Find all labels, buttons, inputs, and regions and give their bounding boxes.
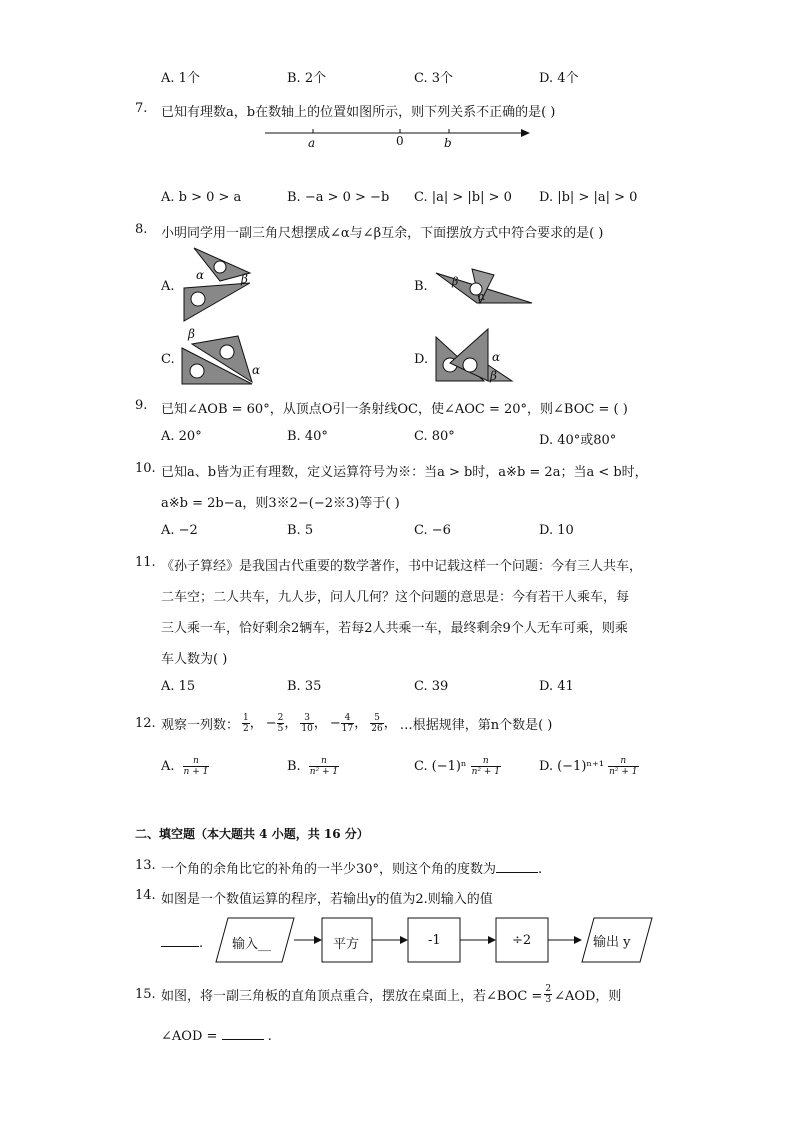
q9-option-b: B. 40° [287, 429, 328, 444]
q12-number: 12. [135, 716, 156, 731]
seq-term-4: − $\frac{4}{17}$ ， [329, 713, 368, 734]
q8-text: 小明同学用一副三角尺想摆成∠α与∠β互余，下面摆放方式中符合要求的是( ) [161, 226, 604, 241]
seq-term-2: − $\frac{2}{5}$ ， [265, 713, 298, 734]
q8-option-a-figure [180, 245, 260, 325]
q12-option-d: D. (−1)ⁿ⁺¹ $\frac{n}{\text{n² + 1}}$ [539, 756, 638, 777]
q12-text-after: …根据规律，第n个数是( ) [399, 717, 553, 733]
q12-text-before: 观察一列数： [161, 717, 240, 733]
q8d-beta: β [490, 369, 497, 383]
q7-option-b: B. −a > 0 > −b [287, 190, 390, 205]
axis-label-b: b [444, 136, 452, 150]
q15-text-after: ∠AOD，则 [554, 989, 622, 1004]
q11-number: 11. [135, 555, 156, 570]
q7-option-a: A. b > 0 > a [161, 190, 242, 205]
q9-option-a: A. 20° [161, 429, 202, 444]
q7-option-c: C. |a| > |b| > 0 [414, 190, 512, 205]
q9-number: 9. [135, 398, 148, 413]
q8-option-b-figure [432, 265, 537, 310]
q15-fraction: $\frac{2}{3}$ [545, 984, 552, 1005]
q13-answer-blank[interactable] [496, 860, 538, 873]
q13-text: 一个角的余角比它的补角的一半少30°，则这个角的度数为 [161, 862, 497, 877]
q8a-beta: β [241, 272, 248, 286]
flow-divide-two: ÷2 [512, 933, 532, 948]
q10-option-a: A. −2 [161, 523, 198, 538]
q8c-beta: β [188, 327, 195, 341]
q8-option-b-label: B. [414, 279, 428, 294]
q7-text: 已知有理数a，b在数轴上的位置如图所示，则下列关系不正确的是( ) [161, 105, 556, 120]
q8-option-a-label: A. [161, 279, 175, 294]
q11-option-b: B. 35 [287, 679, 322, 694]
q6-option-a: A. 1个 [161, 71, 200, 86]
q9-option-d: D. 40°或80° [539, 433, 617, 448]
q15-number: 15. [135, 987, 156, 1002]
q6-option-d: D. 4个 [539, 71, 579, 86]
q8d-alpha: α [492, 350, 501, 364]
q10-option-b: B. 5 [287, 523, 314, 538]
q7-option-d: D. |b| > |a| > 0 [539, 190, 638, 205]
section-2-title: 二、填空题（本大题共 4 小题，共 16 分） [135, 827, 369, 841]
q8-option-d-label: D. [414, 352, 429, 367]
q8-number: 8. [135, 222, 148, 237]
seq-term-5: $\frac{5}{26}$ ， [371, 713, 397, 734]
q11-line2: 二车空；二人共车，九人步，问人几何？这个问题的意思是：今有若干人乘车，每 [161, 590, 630, 605]
q14-end: . [199, 936, 204, 951]
q14-number: 14. [135, 888, 156, 903]
q8-option-d-figure [432, 325, 517, 385]
q6-option-b: B. 2个 [287, 71, 327, 86]
q14-text: 如图是一个数值运算的程序，若输出y的值为2.则输入的值 [161, 892, 493, 907]
q13-number: 13. [135, 858, 156, 873]
q12-stem [161, 712, 552, 734]
q8-option-c-label: C. [161, 352, 175, 367]
q12-option-a: A. $\frac{n}{n + 1}$ [161, 756, 209, 777]
flow-square: 平方 [333, 937, 360, 952]
q9-text: 已知∠AOB = 60°，从顶点O引一条射线OC，使∠AOC = 20°，则∠BOC = ( ) [161, 402, 628, 417]
q15-text-before: 如图，将一副三角板的直角顶点重合，摆放在桌面上，若∠BOC = [161, 989, 543, 1004]
q9-option-c: C. 80° [414, 429, 455, 444]
q8b-alpha: α [478, 290, 486, 303]
flow-output: 输出 y [593, 935, 631, 950]
q11-line3: 三人乘一车，恰好剩余2辆车，若每2人共乘一车，最终剩余9个人无车可乘，则乘 [161, 621, 628, 636]
q11-option-c: C. 39 [414, 679, 449, 694]
q12-option-c: C. (−1)ⁿ $\frac{n}{\text{n² + 1}}$ [414, 756, 500, 777]
axis-label-a: a [308, 136, 316, 150]
q8c-alpha: α [252, 363, 261, 377]
q15-angle-label: ∠AOD = [161, 1029, 218, 1044]
seq-term-1: $\frac{1}{2}$ ， [243, 713, 263, 734]
q10-option-c: C. −6 [414, 523, 451, 538]
q10-line2: a※b = 2b−a，则3※2−(−2※3)等于( ) [161, 496, 400, 511]
q11-option-d: D. 41 [539, 679, 574, 694]
q11-line4: 车人数为( ) [161, 652, 228, 667]
flow-minus-one: -1 [428, 933, 441, 948]
flow-input: 输入__ [232, 937, 272, 952]
axis-label-zero: 0 [396, 134, 404, 148]
q15-end: . [267, 1029, 272, 1044]
q11-option-a: A. 15 [161, 679, 196, 694]
q10-number: 10. [135, 461, 156, 476]
q12-option-b: B. $\frac{n}{\text{n² + 1}}$ [287, 756, 339, 777]
q6-option-c: C. 3个 [414, 71, 454, 86]
q11-line1: 《孙子算经》是我国古代重要的数学著作，书中记载这样一个问题：今有三人共车， [161, 559, 643, 574]
q15-stem [161, 984, 621, 1005]
q10-option-d: D. 10 [539, 523, 574, 538]
q10-line1: 已知a、b皆为正有理数，定义运算符号为※：当a > b时，a※b = 2a；当a < b时， [161, 465, 648, 480]
q15-line2 [161, 1027, 272, 1044]
q8b-beta: β [452, 275, 459, 288]
flowchart-diagram [0, 910, 794, 970]
q13-stem [161, 858, 542, 877]
seq-term-3: $\frac{3}{10}$ ， [301, 713, 327, 734]
q8a-alpha: α [196, 268, 205, 282]
q13-end: . [538, 862, 543, 877]
q7-number: 7. [135, 101, 148, 116]
q15-answer-blank[interactable] [222, 1027, 264, 1040]
